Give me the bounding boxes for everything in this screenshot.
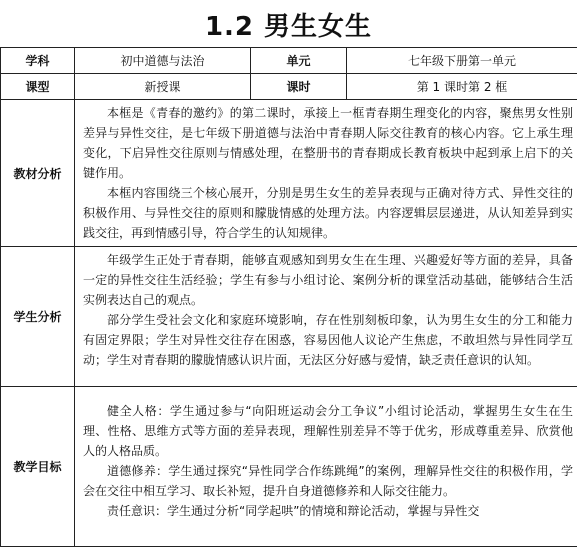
teaching-goals-label: 教学目标 bbox=[1, 387, 75, 547]
lesson-plan-table bbox=[0, 47, 577, 547]
subject-label: 学科 bbox=[1, 48, 75, 74]
student-analysis-content bbox=[75, 247, 577, 387]
student-paragraph-1: 年级学生正处于青春期，能够直观感知到男女生在生理、兴趣爱好等方面的差异，具备一定的异性交往生活经验；学生有参与小组讨论、案例分析的课堂活动基础，能够结合生活实例表达自己的观点。 bbox=[83, 250, 573, 310]
header-row-type bbox=[1, 74, 577, 100]
goals-paragraph-1: 健全人格：学生通过参与“向阳班运动会分工争议”小组讨论活动，掌握男生女生在生理、性格、思维方式等方面的差异表现，理解性别差异不等于优劣，形成尊重差异、欣赏他人的人格品质。 bbox=[83, 401, 573, 461]
goals-paragraph-2: 道德修养：学生通过探究“异性同学合作练跳绳”的案例，理解异性交往的积极作用，学会在交往中相互学习、取长补短，提升自身道德修养和人际交往能力。 bbox=[83, 461, 573, 501]
goals-paragraph-3: 责任意识：学生通过分析“同学起哄”的情境和辩论活动，掌握与异性交 bbox=[83, 501, 573, 521]
material-analysis-row bbox=[1, 100, 577, 247]
period-value: 第 1 课时第 2 框 bbox=[347, 74, 577, 100]
student-analysis-row bbox=[1, 247, 577, 387]
material-analysis-content bbox=[75, 100, 577, 247]
material-paragraph-1: 本框是《青春的邀约》的第二课时，承接上一框青春期生理变化的内容，聚焦男女性别差异与异性交往，是七年级下册道德与法治中青春期人际交往教育的核心内容。它上承生理变化，下启异性交往原则与情感处理，在整册书的青春期成长教育板块中起到承上启下的关键作用。 bbox=[83, 103, 573, 183]
material-analysis-label: 教材分析 bbox=[1, 100, 75, 247]
student-analysis-label: 学生分析 bbox=[1, 247, 75, 387]
material-paragraph-2: 本框内容围绕三个核心展开，分别是男生女生的差异表现与正确对待方式、异性交往的积极作用、与异性交往的原则和朦胧情感的处理方法。内容逻辑层层递进，从认知差异到实践交往，再到情感引导，符合学生的认知规律。 bbox=[83, 183, 573, 243]
period-label: 课时 bbox=[251, 74, 347, 100]
unit-value: 七年级下册第一单元 bbox=[347, 48, 577, 74]
teaching-goals-content bbox=[75, 387, 577, 547]
document-title: 1.2 男生女生 bbox=[0, 6, 577, 43]
teaching-goals-row bbox=[1, 387, 577, 547]
student-paragraph-2: 部分学生受社会文化和家庭环境影响，存在性别刻板印象，认为男生女生的分工和能力有固定界限；学生对异性交往存在困惑，容易因他人议论产生焦虑，不敢坦然与异性同学互动；学生对青春期的朦胧情感认识片面，无法区分好感与爱情，缺乏责任意识的认知。 bbox=[83, 310, 573, 370]
lesson-type-label: 课型 bbox=[1, 74, 75, 100]
subject-value: 初中道德与法治 bbox=[75, 48, 251, 74]
header-row-subject bbox=[1, 48, 577, 74]
unit-label: 单元 bbox=[251, 48, 347, 74]
lesson-type-value: 新授课 bbox=[75, 74, 251, 100]
